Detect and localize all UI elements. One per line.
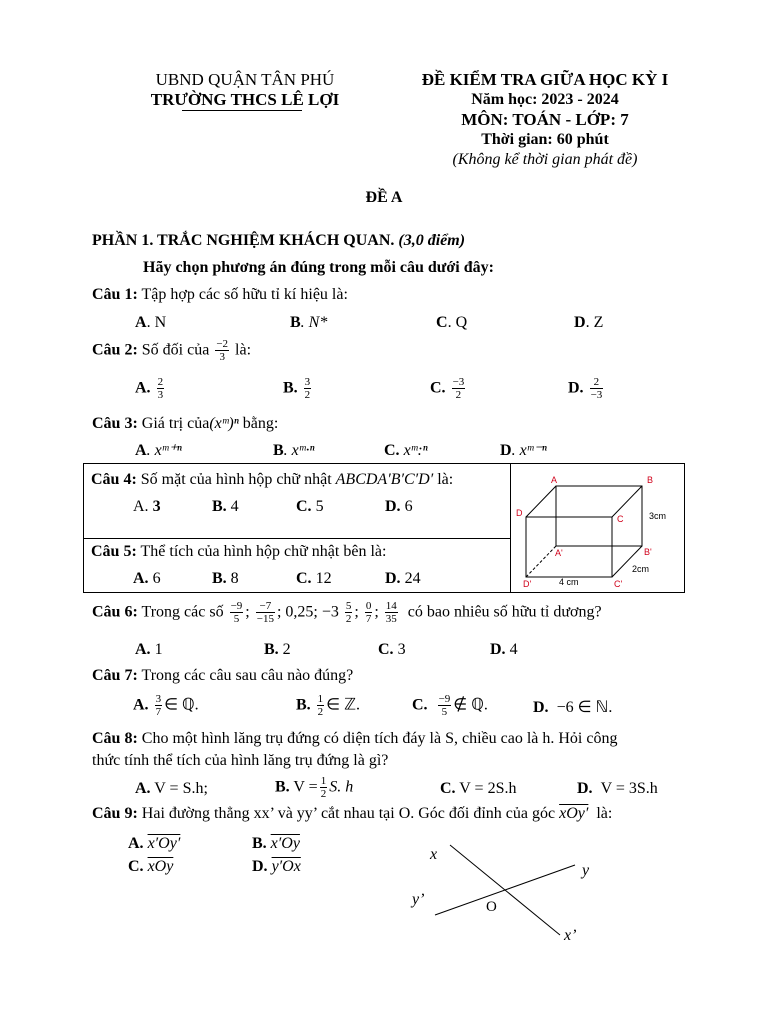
duration-note: (Không kể thời gian phát đề) [452, 151, 638, 168]
q5-option-b: B. 8 [212, 570, 239, 587]
vertex-b: B [647, 475, 654, 485]
vertex-a1: A' [555, 548, 563, 558]
q7-option-d: D. −6 ∈ ℕ. [533, 699, 613, 716]
option-letter: D [574, 314, 586, 331]
vertex-d1: D' [523, 579, 532, 589]
q1-option-a [135, 313, 166, 332]
label-y: y [582, 862, 590, 879]
vertex-a: A [551, 475, 558, 485]
q6-option-a: A. 1 [135, 641, 163, 658]
q9-option-c: C. $\overline{xOy}$ [128, 858, 174, 875]
q9-option-b: B. x′Oy [252, 835, 300, 852]
q4-option-d: D. 6 [385, 498, 413, 515]
question-text: Trong các số [141, 603, 224, 621]
question-2 [92, 338, 251, 363]
question-label: Câu 3: [92, 415, 138, 432]
option-letter: B [290, 314, 301, 331]
depth-label: 2cm [632, 564, 650, 574]
school-underline [182, 110, 302, 111]
q2-option-d: D. $\frac{2}{-3}$ [568, 376, 603, 402]
question-8 [92, 729, 617, 748]
q3-option-c: C. xᵐ:ⁿ [384, 442, 428, 459]
question-7 [92, 666, 353, 685]
question-text: Số mặt của hình hộp chữ nhật [140, 471, 332, 488]
section-instruction: Hãy chọn phương án đúng trong mỗi câu dưới đây: [143, 259, 494, 276]
fraction: $\frac{-2}{3}$ [216, 338, 229, 364]
question-label: Câu 1: [92, 286, 138, 303]
section-title [92, 231, 465, 250]
question-text-post: là: [596, 805, 613, 822]
q5-option-a: A. 6 [133, 570, 161, 587]
q9-option-a: A. x′Oy′ [128, 835, 181, 852]
question-5 [91, 542, 386, 561]
q3-option-b: B. xᵐ·ⁿ [273, 442, 315, 459]
q2-option-b: B. $\frac{3}{2}$ [283, 376, 311, 402]
duration: Thời gian: 60 phút [481, 131, 609, 148]
vertex-c: C [617, 514, 624, 524]
question-3 [92, 414, 278, 433]
question-label: Câu 4: [91, 471, 137, 488]
subject: MÔN: TOÁN - LỚP: 7 [461, 110, 629, 129]
angle-expression: xOy′ [559, 805, 589, 822]
label-y-prime: y’ [412, 891, 425, 908]
option-value: . N [146, 314, 167, 331]
question-label: Câu 7: [92, 667, 138, 684]
question-text-post: bằng: [242, 415, 279, 432]
question-text-post: là: [235, 341, 252, 359]
table-divider-horizontal [83, 538, 511, 539]
question-label: Câu 6: [92, 603, 138, 621]
q4-option-c: C. 5 [296, 498, 324, 515]
q8-option-d: D. V = 3S.h [577, 780, 658, 797]
q7-option-a: A. $\frac{3}{7}$ ∈ ℚ. [133, 693, 199, 719]
vertex-c1: C' [614, 579, 623, 589]
q1-option-d [574, 313, 603, 332]
question-label: Câu 9: [92, 805, 138, 822]
q5-option-d: D. 24 [385, 570, 421, 587]
question-text: Cho một hình lăng trụ đứng có diện tích đáy là S, chiều cao là h. Hỏi công [141, 730, 618, 747]
question-text: Tập hợp các số hữu tỉ kí hiệu là: [141, 286, 348, 303]
q4-option-a: A. 3 [133, 498, 161, 515]
question-4 [91, 470, 453, 489]
question-label: Câu 2: [92, 341, 138, 359]
section-title-text: PHẦN 1. TRẮC NGHIỆM KHÁCH QUAN. [92, 232, 395, 249]
question-1 [92, 285, 348, 304]
question-text: Hai đường thẳng xx’ và yy’ cắt nhau tại O. Góc đối đỉnh của góc [141, 805, 556, 822]
q5-option-c: C. 12 [296, 570, 332, 587]
exam-code: ĐỀ A [365, 189, 403, 206]
q8-option-c: C. V = 2S.h [440, 780, 517, 797]
section-points: (3,0 điểm) [398, 232, 466, 249]
q7-option-c: C. $\frac{-9}{5}$ ∉ ℚ. [412, 693, 488, 719]
label-x-prime: x’ [564, 927, 577, 944]
q7-option-b: B. $\frac{1}{2}$ ∈ ℤ. [296, 693, 361, 719]
q8-option-b: B. V = $\frac{1}{2}$ S. h [275, 775, 354, 801]
school-district: UBND QUẬN TÂN PHÚ [155, 70, 335, 89]
q3-option-d: D. xᵐ⁻ⁿ [500, 442, 547, 459]
label-o: O [486, 899, 497, 915]
q9-option-d: D. y′Ox [252, 858, 301, 875]
vertex-d: D [516, 508, 523, 518]
vertex-b1: B' [644, 547, 652, 557]
q1-option-c [436, 313, 467, 332]
question-8-line2: thức tính thể tích của hình lăng trụ đứng là gì? [92, 752, 389, 769]
option-letter: A [135, 314, 147, 331]
question-text-post: là: [437, 471, 454, 488]
box-name: ABCDA′B′C′D′ [335, 471, 434, 488]
label-x: x [430, 846, 438, 863]
school-name: TRƯỜNG THCS LÊ LỢI [150, 90, 340, 109]
q4-option-b: B. 4 [212, 498, 239, 515]
width-label: 4 cm [559, 577, 579, 587]
q8-option-a: A. V = S.h; [135, 780, 208, 797]
q6-option-b: B. 2 [264, 641, 291, 658]
option-letter: C [436, 314, 448, 331]
power-expression: (xᵐ)ⁿ [209, 415, 239, 432]
q2-option-a: A. $\frac{2}{3}$ [135, 376, 164, 402]
q1-option-b [290, 313, 327, 332]
option-value: . Z [585, 314, 604, 331]
q6-option-d: D. 4 [490, 641, 518, 658]
question-9 [92, 804, 612, 823]
question-text: Số đối của [141, 341, 210, 359]
question-label: Câu 5: [91, 543, 137, 560]
q3-option-a: A. xᵐ⁺ⁿ [135, 442, 182, 459]
q6-option-c: C. 3 [378, 641, 406, 658]
height-label: 3cm [649, 511, 667, 521]
question-text: Giá trị của [141, 415, 210, 432]
question-text: Thể tích của hình hộp chữ nhật bên là: [140, 543, 387, 560]
question-text: Trong các câu sau câu nào đúng? [141, 667, 354, 684]
intersecting-lines-figure [400, 835, 620, 950]
school-year: Năm học: 2023 - 2024 [471, 91, 619, 108]
question-text-post: có bao nhiêu số hữu tỉ dương? [407, 603, 602, 621]
rectangular-box-figure [511, 464, 684, 592]
exam-title: ĐỀ KIỂM TRA GIỮA HỌC KỲ I [421, 70, 669, 89]
q2-option-c: C. $\frac{-3}{2}$ [430, 376, 465, 402]
option-value: . N* [300, 314, 328, 331]
question-6: Câu 6: Trong các số $\frac{-9}{5}$ ; $\frac{-7}{-15}$ ; 0,25; −3 $\frac{5}{2}$ ; $\frac{0}{7}$ ; $\frac{14}{35}$ có bao nhiêu số hữu tỉ dương? [92, 600, 602, 626]
question-label: Câu 8: [92, 730, 138, 747]
option-value: . Q [447, 314, 468, 331]
